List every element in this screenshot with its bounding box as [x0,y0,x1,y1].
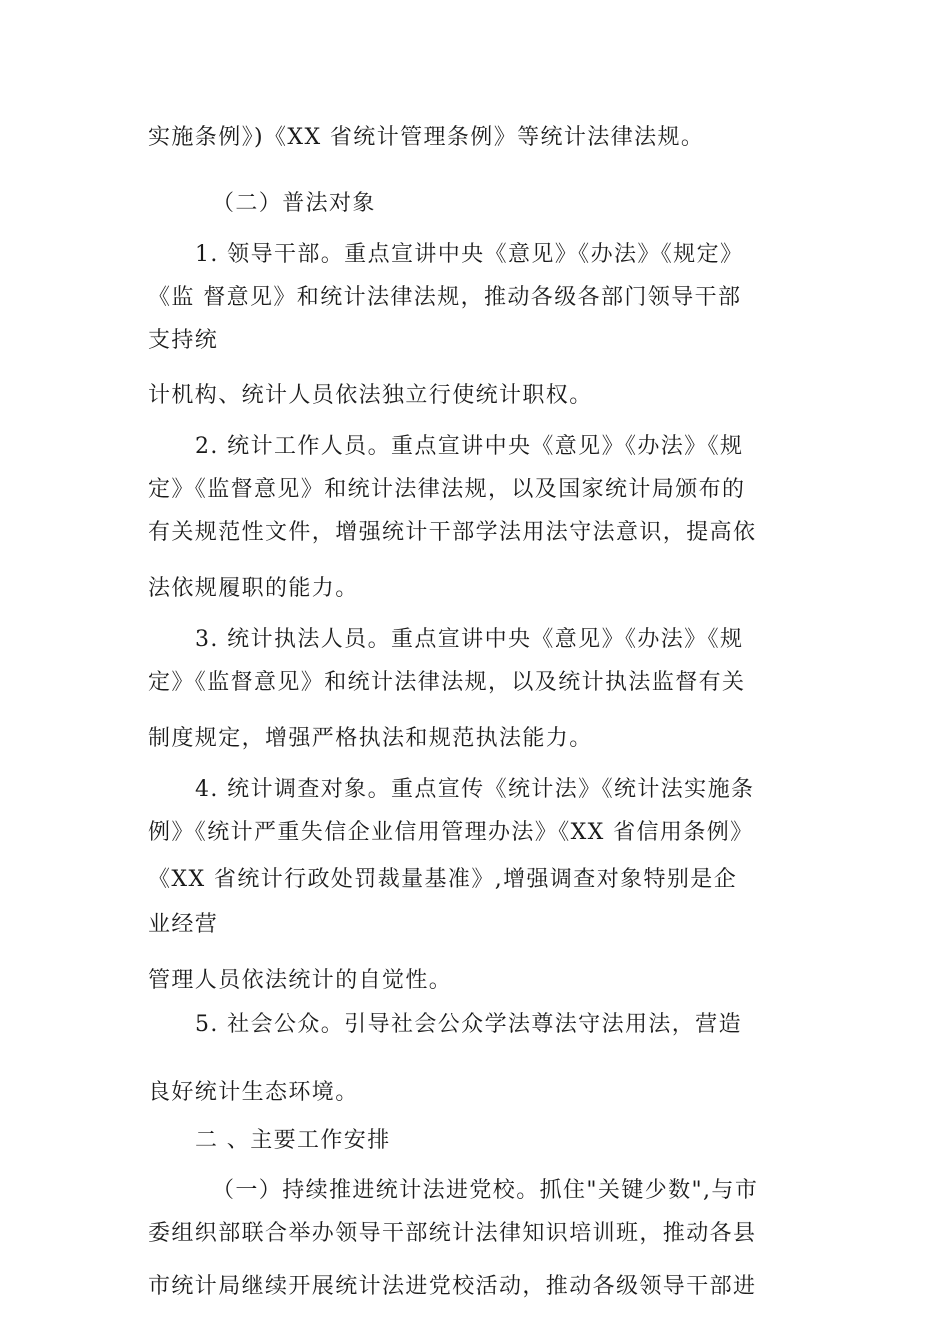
text-line: 例》《统计严重失信企业信用管理办法》《XX 省信用条例》 [148,820,754,845]
text-line: 4. 统计调查对象。重点宣传《统计法》《统计法实施条 [195,777,755,802]
text-line: 《监 督意见》和统计法律法规，推动各级各部门领导干部 [148,285,742,310]
text-line: 3. 统计执法人员。重点宣讲中央《意见》《办法》《规 [195,627,744,652]
text-line: 支持统 [148,328,219,353]
text-line: 计机构、统计人员依法独立行使统计职权。 [148,383,593,408]
text-line: 有关规范性文件，增强统计干部学法用法守法意识，提高依 [148,520,757,545]
text-line: 业经营 [148,912,219,937]
text-line: 5. 社会公众。引导社会公众学法尊法守法用法，营造 [195,1012,742,1037]
text-line: 定》《监督意见》和统计法律法规，以及统计执法监督有关 [148,670,746,695]
text-line: 定》《监督意见》和统计法律法规，以及国家统计局颁布的 [148,477,746,502]
section-heading: （二）普法对象 [212,191,376,216]
text-line: 管理人员依法统计的自觉性。 [148,968,453,993]
text-line: 市统计局继续开展统计法进党校活动，推动各级领导干部进 [148,1274,757,1299]
text-line: 实施条例》)《XX 省统计管理条例》等统计法律法规。 [148,125,705,150]
text-line: 制度规定，增强严格执法和规范执法能力。 [148,726,593,751]
text-line: 《XX 省统计行政处罚裁量基准》,增强调查对象特别是企 [148,867,738,892]
text-line: 2. 统计工作人员。重点宣讲中央《意见》《办法》《规 [195,434,744,459]
text-line: 1. 领导干部。重点宣讲中央《意见》《办法》《规定》 [195,242,744,267]
text-line: 委组织部联合举办领导干部统计法律知识培训班，推动各县 [148,1221,757,1246]
text-line: （一）持续推进统计法进党校。抓住"关键少数",与市 [212,1178,759,1203]
text-line: 良好统计生态环境。 [148,1080,359,1105]
section-heading: 二 、主要工作安排 [195,1128,391,1153]
text-line: 法依规履职的能力。 [148,576,359,601]
